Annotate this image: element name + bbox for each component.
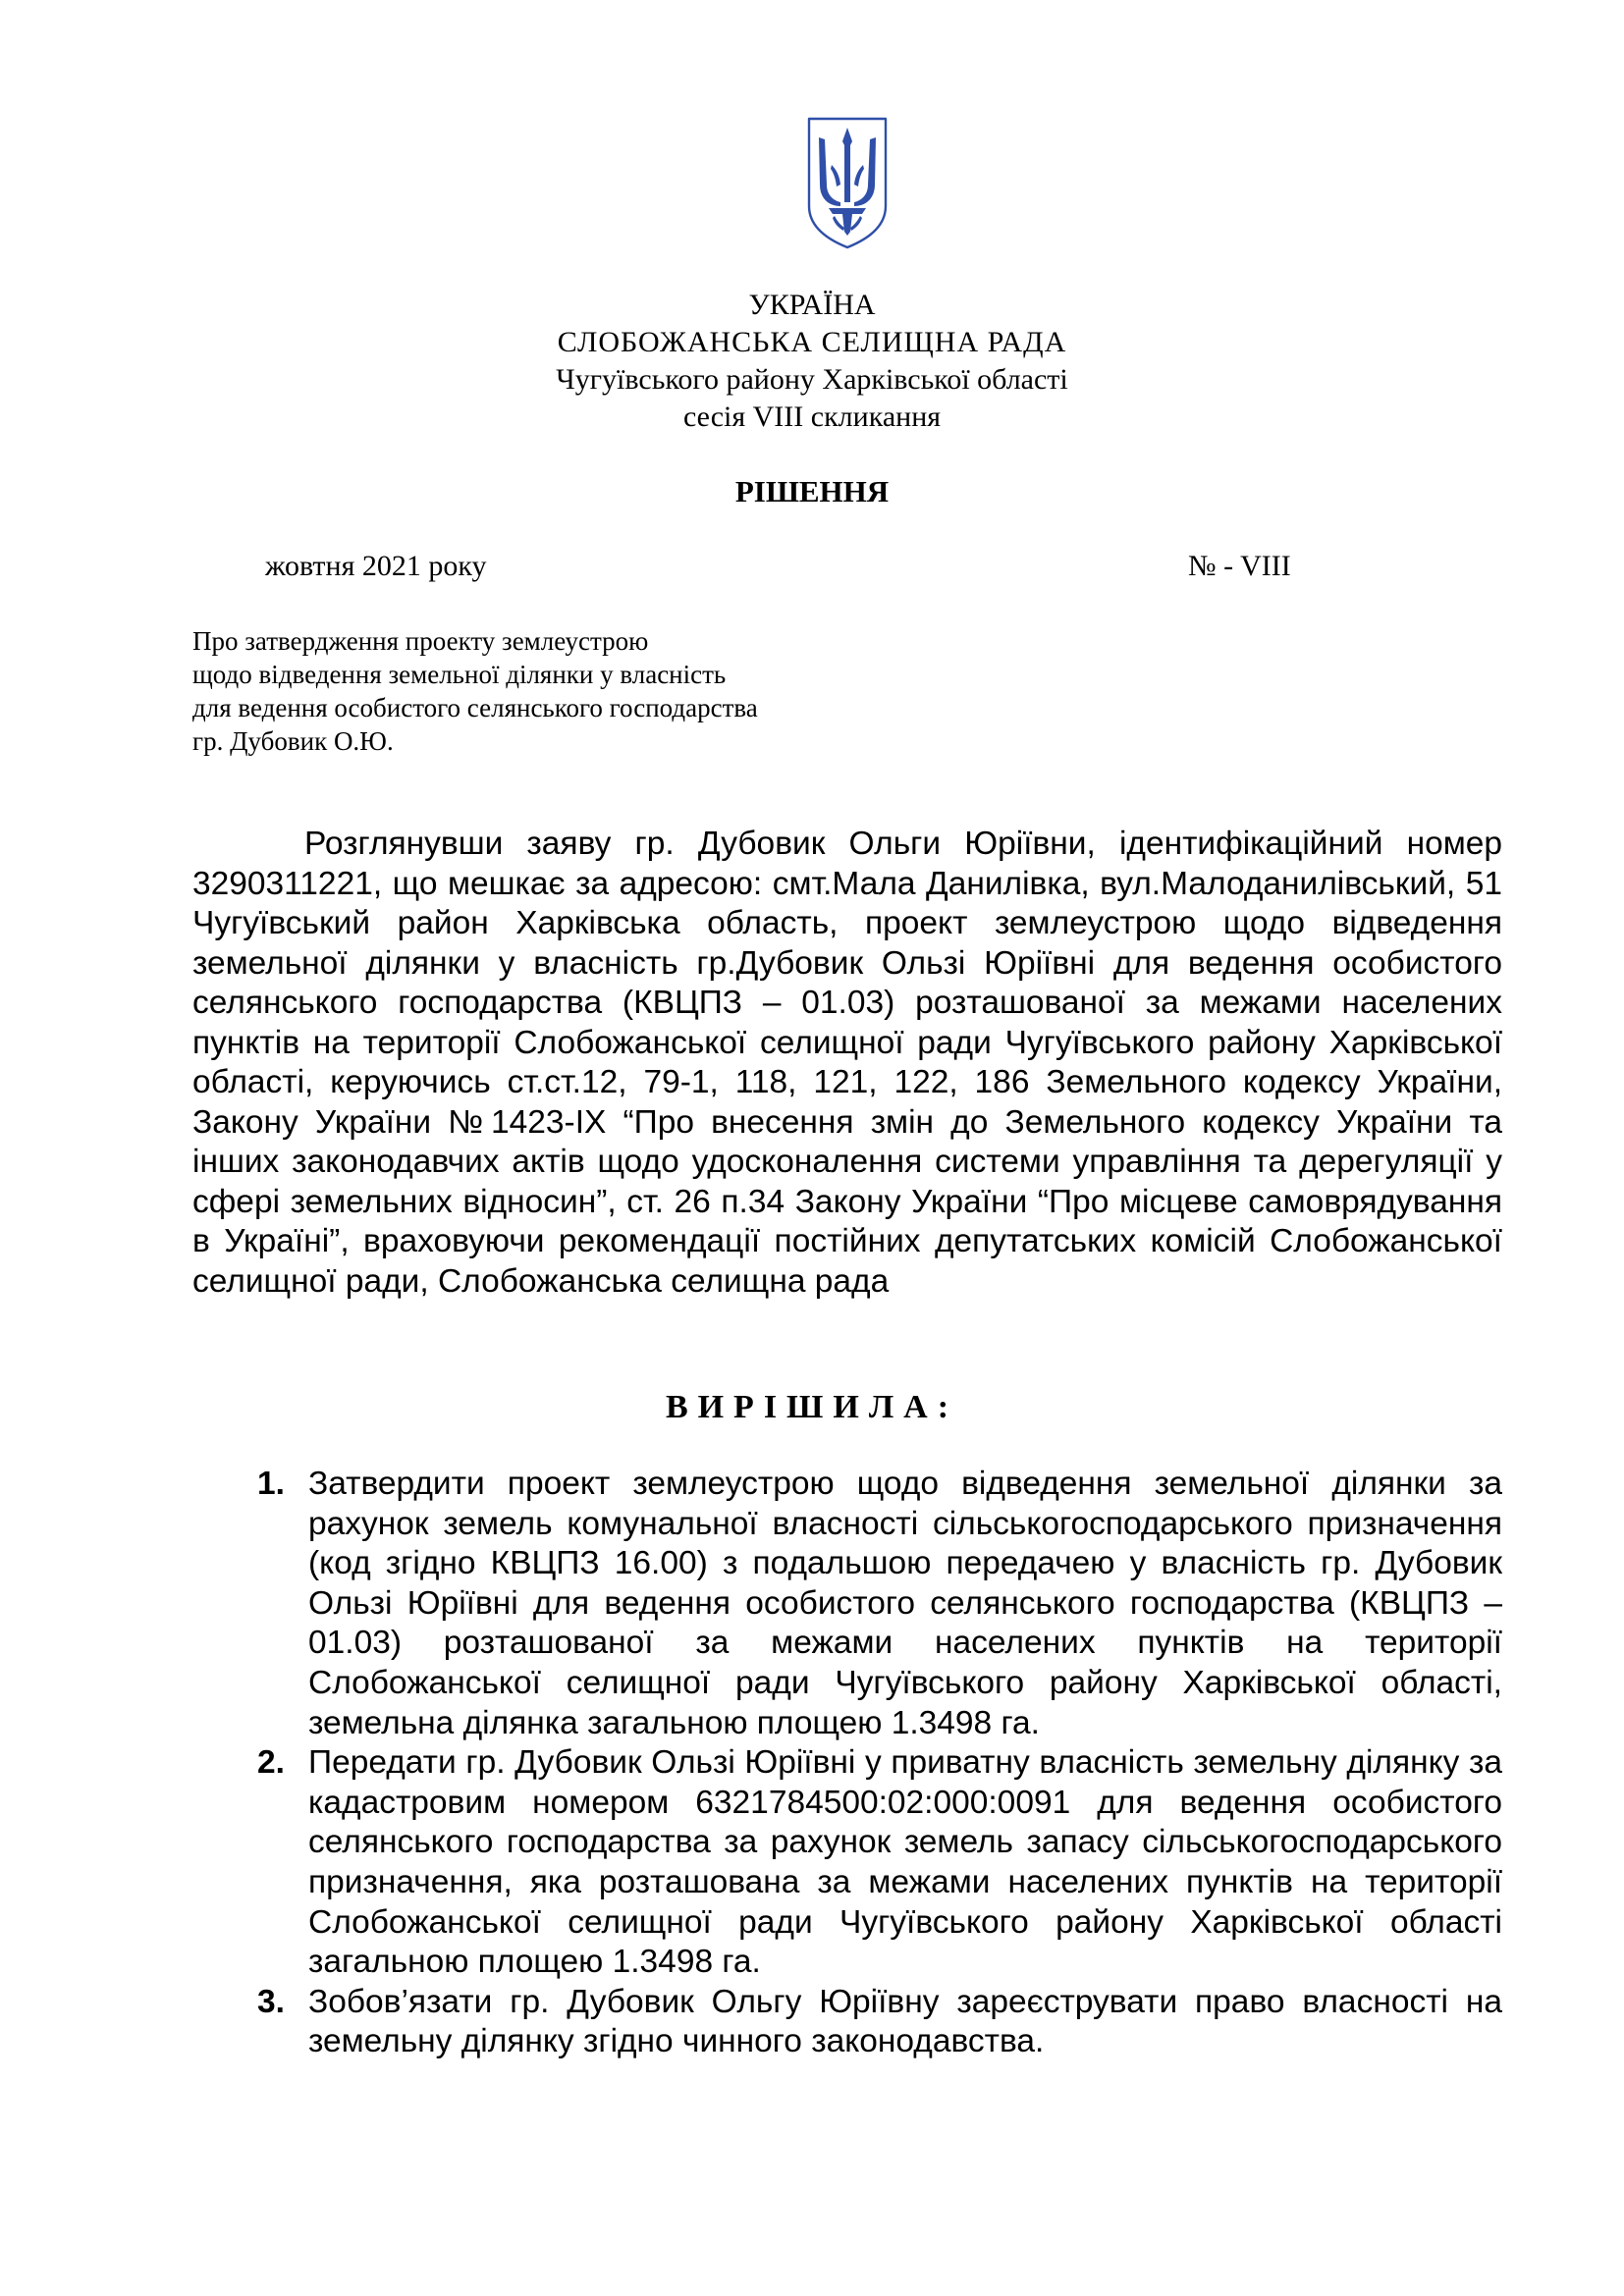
decision-item-text: Зобов’язати гр. Дубовик Ольгу Юріївну зареєструвати право власності на земельну ділянку згідно чинного законодавства. — [308, 1983, 1502, 2060]
session-info: сесія VIII скликання — [682, 400, 942, 433]
subject-line: щодо відведення земельної ділянки у власність — [192, 660, 727, 689]
country-name: УКРАЇНА — [748, 289, 876, 321]
subject-line: Про затвердження проекту землеустрою — [192, 626, 649, 656]
decision-item-number: 3. — [257, 1983, 285, 2020]
decision-item-number: 1. — [257, 1466, 285, 1502]
decision-list — [257, 1465, 1502, 2062]
decision-number: № - VIII — [1188, 550, 1291, 582]
subject-line: для ведення особистого селянського господарства — [192, 693, 758, 722]
decision-item-number: 2. — [257, 1744, 285, 1782]
preamble-paragraph: Розглянувши заяву гр. Дубовик Ольги Юріївни, ідентифікаційний номер 3290311221, що мешкає за адресою: смт.Мала Данилівка, вул.Малоданилівський, 51 Чугуївський район Харківська область, проект землеустрою щодо відведення земельної ділянки у власність гр.Дубовик Ользі Юріївні для ведення особистого селянського господарства (КВЦПЗ – 01.03) розташованої за межами населених пунктів на території Слобожанської селищної ради Чугуївського району Харківської області, керуючись ст.ст.12, 79-1, 118, 121, 122, 186 Земельного кодексу України, Закону України №1423-IX “Про внесення змін до Земельного кодексу України та інших законодавчих актів щодо удосконалення системи управління та дерегуляції у сфері земельних відносин”, ст. 26 п.34 Закону України “Про місцеве самоврядування в Україні”, враховуючи рекомендації постійних депутатських комісій Слобожанської селищної ради, Слобожанська селищна рада — [192, 826, 1502, 1300]
decision-subject — [192, 624, 939, 758]
decision-date: жовтня 2021 року — [265, 550, 487, 582]
decision-item — [257, 1743, 1502, 1983]
council-district: Чугуївського району Харківської області — [556, 363, 1068, 396]
decision-item — [257, 1465, 1502, 1743]
subject-line: гр. Дубовик О.Ю. — [192, 726, 394, 756]
decision-item-text: Затвердити проект землеустрою щодо відведення земельної ділянки за рахунок земель комунальної власності сільськогосподарського призначення (код згідно КВЦПЗ 16.00) з подальшою передачею у власність гр. Дубовик Ользі Юріївні для ведення особистого селянського господарства (КВЦПЗ – 01.03) розташованої за межами населених пунктів на території Слобожанської селищної ради Чугуївського району Харківської області, земельна ділянка загальною площею 1.3498 га. — [308, 1466, 1502, 1741]
resolved-heading: ВИРІШИЛА: — [665, 1389, 959, 1425]
decision-item — [257, 1983, 1502, 2062]
decision-item-text: Передати гр. Дубовик Ользі Юріївні у приватну власність земельну ділянку за кадастровим номером 6321784500:02:000:0091 для ведення особистого селянського господарства за рахунок земель запасу сільськогосподарського призначення, яка розташована за межами населених пунктів на території Слобожанської селищної ради Чугуївського району Харківської області загальною площею 1.3498 га. — [308, 1744, 1502, 1981]
trident-coat-of-arms-icon — [805, 116, 890, 250]
document-title: РІШЕННЯ — [734, 474, 890, 508]
council-name: СЛОБОЖАНСЬКА СЕЛИЩНА РАДА — [557, 326, 1067, 358]
